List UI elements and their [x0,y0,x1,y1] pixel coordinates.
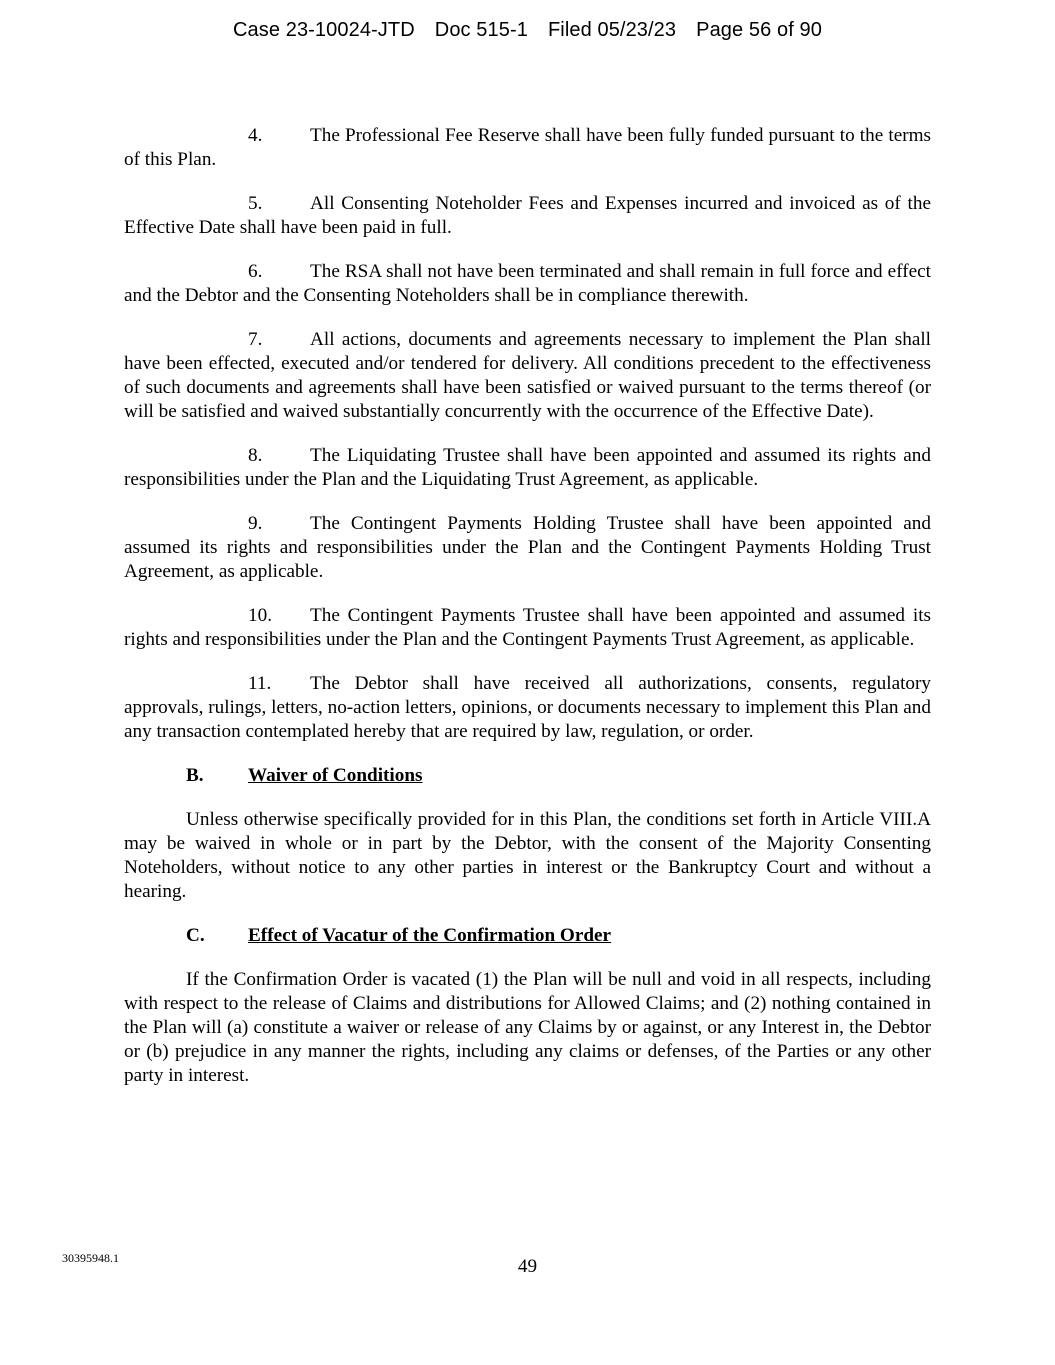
paragraph-text: The Contingent Payments Holding Trustee shall have been appointed and assumed its rights and responsibilities under the Plan and the Contingent Payments Holding Trust Agreement, as applicable. [124,513,931,582]
document-id: 30395948.1 [62,1251,119,1265]
paragraph-number: 9. [248,513,263,534]
section-b-body: Unless otherwise specifically provided for in this Plan, the conditions set forth in Article VIII.A may be waived in whole or in part by the Debtor, with the consent of the Majority Consenting Noteholders, without notice to any other parties in interest or the Bankruptcy Court and without a hearing. [124,809,931,902]
paragraph-number: 8. [248,445,263,466]
numbered-paragraph-9 [124,512,931,584]
section-heading-c [124,924,931,948]
case-number: Case 23-10024-JTD [232,19,415,41]
case-header [0,19,1055,42]
numbered-paragraph-6 [124,260,931,308]
paragraph-number: 7. [248,329,263,350]
section-c-body: If the Confirmation Order is vacated (1) the Plan will be null and void in all respects, including with respect to the release of Claims and distributions for Allowed Claims; and (2) nothing contained in the Plan will (a) constitute a waiver or release of any Claims by or against, or any Interest in, the Debtor or (b) prejudice in any manner the rights, including any claims or defenses, of the Parties or any other party in interest. [124,969,931,1086]
paragraph-text: The Professional Fee Reserve shall have been fully funded pursuant to the terms of this Plan. [124,125,931,170]
filed-date: Filed 05/23/23 [547,19,677,41]
numbered-paragraph-11 [124,672,931,744]
section-letter: C. [186,925,205,946]
paragraph-number: 6. [248,261,263,282]
section-title: Effect of Vacatur of the Confirmation Order [248,925,612,946]
paragraph-number: 10. [248,605,272,626]
numbered-paragraph-5 [124,192,931,240]
numbered-paragraph-4 [124,124,931,172]
section-letter: B. [186,765,204,786]
paragraph-text: The Liquidating Trustee shall have been appointed and assumed its rights and responsibilities under the Plan and the Liquidating Trust Agreement, as applicable. [124,445,931,490]
paragraph-text: The Debtor shall have received all authorizations, consents, regulatory approvals, rulings, letters, no-action letters, opinions, or documents necessary to implement this Plan and any transaction contemplated hereby that are required by law, regulation, or order. [124,673,931,742]
numbered-paragraph-8 [124,444,931,492]
section-title: Waiver of Conditions [248,765,423,786]
numbered-paragraph-10 [124,604,931,652]
numbered-paragraph-7 [124,328,931,424]
paragraph-text: All actions, documents and agreements necessary to implement the Plan shall have been effected, executed and/or tendered for delivery. All conditions precedent to the effectiveness of such documents and agreements shall have been satisfied or waived pursuant to the terms thereof (or will be satisfied and waived substantially concurrently with the occurrence of the Effective Date). [124,329,931,422]
page-of-total: Page 56 of 90 [696,19,822,41]
section-heading-b [124,764,931,788]
page-number: 49 [517,1256,538,1277]
paragraph-text: The Contingent Payments Trustee shall have been appointed and assumed its rights and responsibilities under the Plan and the Contingent Payments Trust Agreement, as applicable. [124,605,931,650]
paragraph-text: All Consenting Noteholder Fees and Expenses incurred and invoiced as of the Effective Date shall have been paid in full. [124,193,931,238]
document-body [124,124,931,1108]
paragraph-text: The RSA shall not have been terminated and shall remain in full force and effect and the Debtor and the Consenting Noteholders shall be in compliance therewith. [124,261,931,306]
doc-number: Doc 515-1 [434,19,528,41]
paragraph-number: 4. [248,125,263,146]
paragraph-number: 5. [248,193,263,214]
paragraph-number: 11. [248,673,272,694]
